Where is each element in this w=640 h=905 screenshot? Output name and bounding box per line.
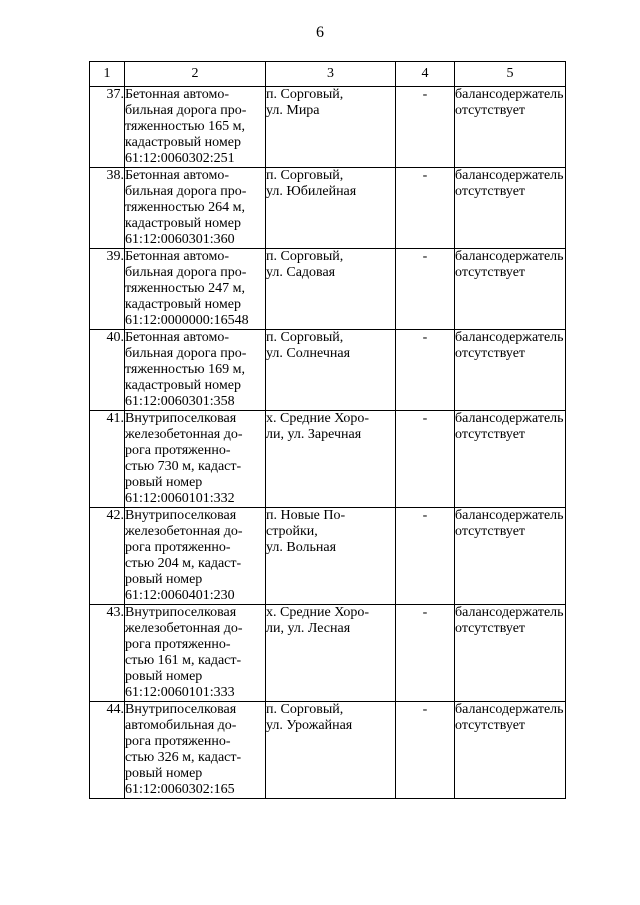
address-line: ул. Солнечная	[266, 346, 351, 361]
row-number: 37.	[90, 87, 125, 168]
address-line: п. Новые По-	[266, 508, 346, 523]
holder-note-line: отсутствует	[455, 621, 526, 636]
holder-note-line: балансодержатель	[455, 87, 564, 102]
row-number: 43.	[90, 605, 125, 702]
row-number: 38.	[90, 168, 125, 249]
address-line: ул. Мира	[266, 103, 320, 118]
column-4-value: -	[396, 411, 455, 508]
object-name-line: тяженностью 165 м,	[125, 119, 245, 134]
holder-note-cell	[455, 508, 566, 605]
column-4-value: -	[396, 605, 455, 702]
object-name-line: 61:12:0060101:333	[125, 685, 235, 700]
row-number: 42.	[90, 508, 125, 605]
holder-note-cell	[455, 702, 566, 799]
holder-note-line: отсутствует	[455, 524, 526, 539]
object-name-line: Бетонная автомо-	[125, 168, 229, 183]
holder-note-cell	[455, 605, 566, 702]
holder-note-line: балансодержатель	[455, 411, 564, 426]
holder-note-line: балансодержатель	[455, 605, 564, 620]
object-name-cell	[125, 702, 266, 799]
object-name-line: Внутрипоселковая	[125, 508, 237, 523]
column-4-value: -	[396, 330, 455, 411]
object-name-cell	[125, 249, 266, 330]
table-row	[90, 605, 566, 702]
object-name-line: Внутрипоселковая	[125, 605, 237, 620]
holder-note-cell	[455, 330, 566, 411]
object-name-line: стью 730 м, кадаст-	[125, 459, 242, 474]
address-cell	[266, 508, 396, 605]
row-number: 39.	[90, 249, 125, 330]
address-line: ул. Садовая	[266, 265, 336, 280]
object-name-line: тяженностью 169 м,	[125, 362, 245, 377]
row-number: 41.	[90, 411, 125, 508]
object-name-line: Бетонная автомо-	[125, 330, 229, 345]
object-name-line: кадастровый номер	[125, 297, 241, 312]
holder-note-line: отсутствует	[455, 265, 526, 280]
column-header-1: 1	[90, 62, 125, 87]
object-name-line: 61:12:0060301:358	[125, 394, 235, 409]
object-name-line: кадастровый номер	[125, 216, 241, 231]
address-line: п. Сорговый,	[266, 168, 344, 183]
object-name-cell	[125, 330, 266, 411]
address-line: ли, ул. Заречная	[266, 427, 362, 442]
table-row	[90, 411, 566, 508]
address-line: п. Сорговый,	[266, 330, 344, 345]
road-registry-table	[89, 61, 566, 799]
object-name-line: рога протяженно-	[125, 637, 231, 652]
address-line: ли, ул. Лесная	[266, 621, 351, 636]
holder-note-line: отсутствует	[455, 427, 526, 442]
address-line: ул. Вольная	[266, 540, 337, 555]
table-body	[90, 87, 566, 799]
holder-note-line: балансодержатель	[455, 168, 564, 183]
table-row	[90, 249, 566, 330]
object-name-line: Бетонная автомо-	[125, 249, 229, 264]
address-line: х. Средние Хоро-	[266, 605, 370, 620]
object-name-line: Внутрипоселковая	[125, 411, 237, 426]
row-number: 44.	[90, 702, 125, 799]
holder-note-line: отсутствует	[455, 103, 526, 118]
object-name-line: стью 326 м, кадаст-	[125, 750, 242, 765]
holder-note-line: балансодержатель	[455, 249, 564, 264]
object-name-line: 61:12:0060302:165	[125, 782, 235, 797]
holder-note-line: балансодержатель	[455, 330, 564, 345]
object-name-line: 61:12:0060302:251	[125, 151, 235, 166]
address-cell	[266, 168, 396, 249]
object-name-line: Внутрипоселковая	[125, 702, 237, 717]
address-line: п. Сорговый,	[266, 702, 344, 717]
object-name-line: бильная дорога про-	[125, 103, 247, 118]
object-name-cell	[125, 168, 266, 249]
table-row	[90, 702, 566, 799]
object-name-line: ровый номер	[125, 766, 203, 781]
object-name-cell	[125, 411, 266, 508]
address-cell	[266, 702, 396, 799]
column-header-4: 4	[396, 62, 455, 87]
object-name-line: рога протяженно-	[125, 443, 231, 458]
object-name-line: ровый номер	[125, 572, 203, 587]
object-name-line: кадастровый номер	[125, 135, 241, 150]
holder-note-line: отсутствует	[455, 718, 526, 733]
holder-note-cell	[455, 87, 566, 168]
column-4-value: -	[396, 702, 455, 799]
address-line: п. Сорговый,	[266, 87, 344, 102]
holder-note-line: балансодержатель	[455, 508, 564, 523]
object-name-line: тяженностью 247 м,	[125, 281, 245, 296]
object-name-line: 61:12:0000000:16548	[125, 313, 249, 328]
address-cell	[266, 249, 396, 330]
table-row	[90, 87, 566, 168]
holder-note-cell	[455, 411, 566, 508]
object-name-line: ровый номер	[125, 669, 203, 684]
column-header-5: 5	[455, 62, 566, 87]
address-cell	[266, 330, 396, 411]
column-4-value: -	[396, 249, 455, 330]
object-name-cell	[125, 605, 266, 702]
address-line: ул. Урожайная	[266, 718, 353, 733]
object-name-line: рога протяженно-	[125, 540, 231, 555]
address-line: х. Средние Хоро-	[266, 411, 370, 426]
column-4-value: -	[396, 87, 455, 168]
page-number: 6	[316, 24, 324, 41]
table-header-row	[90, 62, 566, 87]
object-name-line: 61:12:0060401:230	[125, 588, 235, 603]
object-name-line: стью 161 м, кадаст-	[125, 653, 242, 668]
table-row	[90, 508, 566, 605]
object-name-line: 61:12:0060301:360	[125, 232, 235, 247]
table-row	[90, 168, 566, 249]
object-name-line: железобетонная до-	[125, 524, 243, 539]
address-line: стройки,	[266, 524, 318, 539]
holder-note-cell	[455, 168, 566, 249]
object-name-line: бильная дорога про-	[125, 346, 247, 361]
object-name-line: бильная дорога про-	[125, 184, 247, 199]
column-header-2: 2	[125, 62, 266, 87]
object-name-line: стью 204 м, кадаст-	[125, 556, 242, 571]
object-name-line: Бетонная автомо-	[125, 87, 229, 102]
object-name-line: бильная дорога про-	[125, 265, 247, 280]
object-name-line: тяженностью 264 м,	[125, 200, 245, 215]
object-name-line: рога протяженно-	[125, 734, 231, 749]
object-name-cell	[125, 87, 266, 168]
object-name-cell	[125, 508, 266, 605]
holder-note-cell	[455, 249, 566, 330]
object-name-line: 61:12:0060101:332	[125, 491, 235, 506]
address-cell	[266, 605, 396, 702]
table-row	[90, 330, 566, 411]
object-name-line: кадастровый номер	[125, 378, 241, 393]
column-header-3: 3	[266, 62, 396, 87]
column-4-value: -	[396, 168, 455, 249]
holder-note-line: балансодержатель	[455, 702, 564, 717]
address-cell	[266, 87, 396, 168]
holder-note-line: отсутствует	[455, 184, 526, 199]
address-cell	[266, 411, 396, 508]
address-line: ул. Юбилейная	[266, 184, 357, 199]
column-4-value: -	[396, 508, 455, 605]
object-name-line: железобетонная до-	[125, 427, 243, 442]
holder-note-line: отсутствует	[455, 346, 526, 361]
object-name-line: железобетонная до-	[125, 621, 243, 636]
object-name-line: автомобильная до-	[125, 718, 237, 733]
address-line: п. Сорговый,	[266, 249, 344, 264]
row-number: 40.	[90, 330, 125, 411]
object-name-line: ровый номер	[125, 475, 203, 490]
